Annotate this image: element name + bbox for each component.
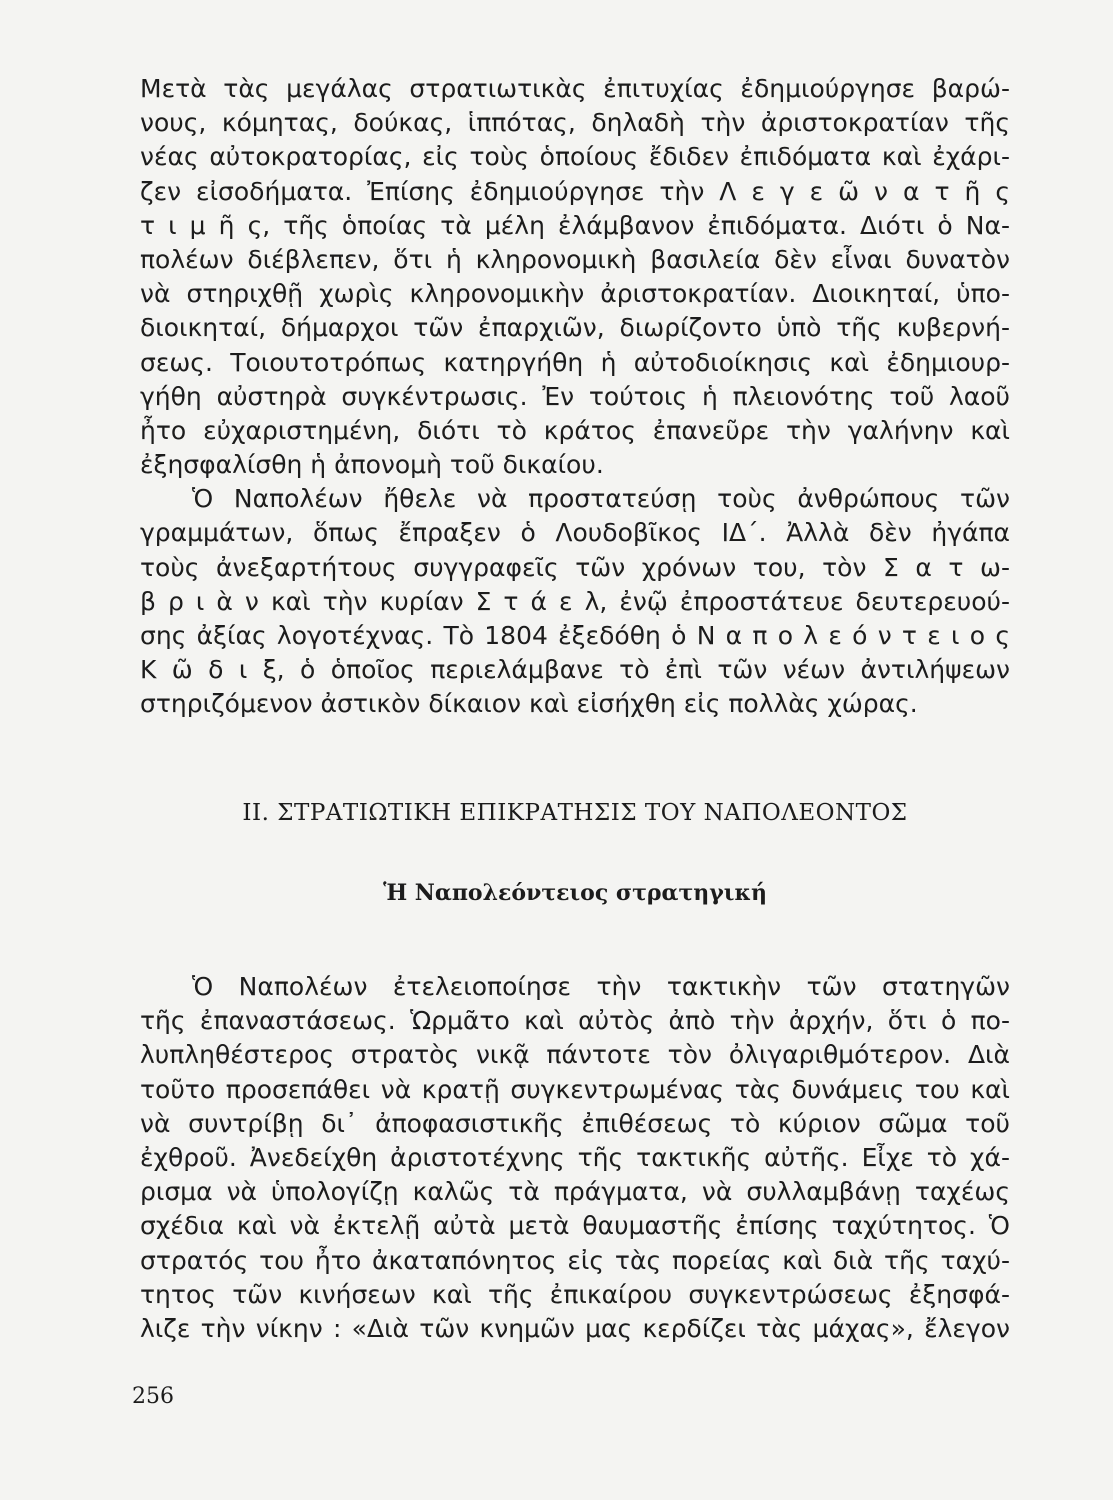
text-line: πολέων διέβλεπεν, ὅτι ἡ κληρονομικὴ βασιλεία δὲν εἶναι δυνατὸν — [140, 244, 1010, 274]
text-line: νους, κόμητας, δούκας, ἱππότας, δηλαδὴ τὴν ἀριστοκρατίαν τῆς — [140, 108, 1010, 138]
text-line: στρατός του ἦτο ἀκαταπόνητος εἰς τὰς πορείας καὶ διὰ τῆς ταχύ- — [140, 1245, 1010, 1275]
text-line: σχέδια καὶ νὰ ἐκτελῇ αὐτὰ μετὰ θαυμαστῆς ἐπίσης ταχύτητος. Ὁ — [140, 1211, 1010, 1241]
text-line: γήθη αὐστηρὰ συγκέντρωσις. Ἐν τούτοις ἡ πλειονότης τοῦ λαοῦ — [140, 381, 1010, 411]
text-line: τητος τῶν κινήσεων καὶ τῆς ἐπικαίρου συγκεντρώσεως ἐξησφά- — [140, 1279, 1010, 1309]
text-line: Μετὰ τὰς μεγάλας στρατιωτικὰς ἐπιτυχίας ἐδημιούργησε βαρώ- — [140, 74, 1010, 103]
paragraphs-napoleon-aristocracy — [140, 72, 1010, 722]
text-line: τ ι μ ῆ ς, τῆς ὁποίας τὰ μέλη ἐλάμβανον ἐπιδόματα. Διότι ὁ Να- — [140, 210, 1010, 240]
text-line: τοὺς ἀνεξαρτήτους συγγραφεῖς τῶν χρόνων του, τὸν Σ α τ ω- — [140, 552, 1010, 582]
text-line: ἐξησφαλίσθη ἡ ἀπονομὴ τοῦ δικαίου. — [140, 450, 604, 480]
text-line: ἐχθροῦ. Ἀνεδείχθη ἀριστοτέχνης τῆς τακτικῆς αὐτῆς. Εἶχε τὸ χά- — [140, 1142, 1010, 1172]
text-line: Κ ῶ δ ι ξ, ὁ ὁποῖος περιελάμβανε τὸ ἐπὶ τῶν νέων ἀντιλήψεων — [140, 655, 1010, 685]
text-line: νέας αὐτοκρατορίας, εἰς τοὺς ὁποίους ἔδιδεν ἐπιδόματα καὶ ἐχάρι- — [140, 142, 1010, 172]
text-line: β ρ ι ὰ ν καὶ τὴν κυρίαν Σ τ ά ε λ, ἐνῷ ἐπροστάτευε δευτερευού- — [140, 586, 1010, 616]
text-line: Ὁ Ναπολέων ἤθελε νὰ προστατεύσῃ τοὺς ἀνθρώπους τῶν — [192, 484, 1010, 514]
text-line: γραμμάτων, ὅπως ἔπραξεν ὁ Λουδοβῖκος ΙΔ΄. Ἀλλὰ δὲν ἠγάπα — [140, 518, 1010, 548]
sub-heading: Ἡ Ναπολεόντειος στρατηγική — [383, 880, 767, 906]
text-line: νὰ συντρίβῃ δι᾽ ἀποφασιστικῆς ἐπιθέσεως τὸ κύριον σῶμα τοῦ — [140, 1108, 1010, 1138]
text-line: στηριζόμενον ἀστικὸν δίκαιον καὶ εἰσήχθη εἰς πολλὰς χώρας. — [140, 689, 918, 719]
text-line: λυπληθέστερος στρατὸς νικᾷ πάντοτε τὸν ὀλιγαριθμότερον. Διὰ — [140, 1040, 1010, 1070]
text-line: ζεν εἰσοδήματα. Ἐπίσης ἐδημιούργησε τὴν Λ ε γ ε ῶ ν α τ ῆ ς — [140, 176, 1010, 206]
text-line: λιζε τὴν νίκην : «Διὰ τῶν κνημῶν μας κερδίζει τὰς μάχας», ἔλεγον — [140, 1313, 1010, 1343]
text-line: διοικηταί, δήμαρχοι τῶν ἐπαρχιῶν, διωρίζοντο ὑπὸ τῆς κυβερνή- — [140, 313, 1010, 343]
text-line: τοῦτο προσεπάθει νὰ κρατῇ συγκεντρωμένας τὰς δυνάμεις του καὶ — [140, 1074, 1010, 1104]
paragraph-napoleonic-strategy — [140, 970, 1010, 1346]
text-line: Ὁ Ναπολέων ἐτελειοποίησε τὴν τακτικὴν τῶν στατηγῶν — [192, 972, 1010, 1001]
text-line: ἦτο εὐχαριστημένη, διότι τὸ κράτος ἐπανεῦρε τὴν γαλήνην καὶ — [140, 415, 1010, 445]
page-number: 256 — [132, 1384, 174, 1409]
text-line: ρισμα νὰ ὑπολογίζῃ καλῶς τὰ πράγματα, νὰ συλλαμβάνῃ ταχέως — [140, 1177, 1010, 1207]
text-line: σεως. Τοιουτοτρόπως κατηργήθη ἡ αὐτοδιοίκησις καὶ ἐδημιουρ- — [140, 347, 1010, 377]
text-line: νὰ στηριχθῇ χωρὶς κληρονομικὴν ἀριστοκρατίαν. Διοικηταί, ὑπο- — [140, 279, 1010, 309]
text-line: τῆς ἐπαναστάσεως. Ὡρμᾶτο καὶ αὐτὸς ἀπὸ τὴν ἀρχήν, ὅτι ὁ πο- — [140, 1006, 1010, 1036]
text-line: σης ἀξίας λογοτέχνας. Τὸ 1804 ἐξεδόθη ὁ Ν α π ο λ ε ό ν τ ε ι ο ς — [140, 621, 1010, 650]
section-heading: ΙΙ. ΣΤΡΑΤΙΩΤΙΚΗ ΕΠΙΚΡΑΤΗΣΙΣ ΤΟΥ ΝΑΠΟΛΕΟΝΤΟΣ — [242, 800, 908, 826]
